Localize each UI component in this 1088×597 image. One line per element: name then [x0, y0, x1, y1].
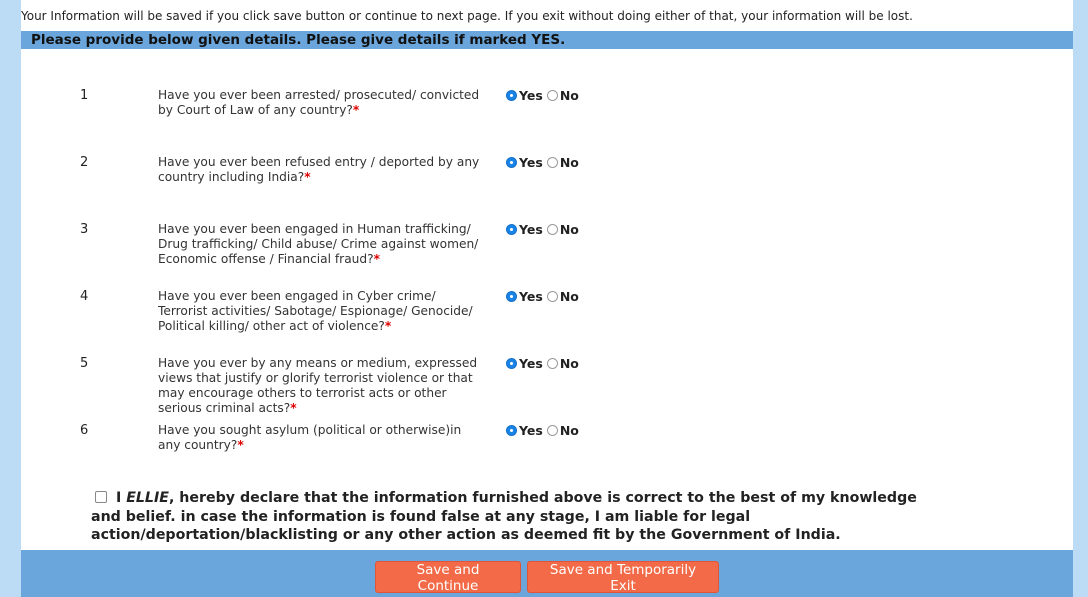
yes-radio[interactable] — [506, 157, 517, 168]
no-label[interactable]: No — [559, 423, 579, 438]
yes-label[interactable]: Yes — [519, 423, 543, 438]
save-and-exit-button[interactable]: Save and Temporarily Exit — [527, 561, 719, 593]
no-radio[interactable] — [547, 291, 558, 302]
question-text — [158, 88, 483, 118]
yes-no-options — [506, 289, 579, 304]
required-asterisk: * — [352, 103, 360, 117]
save-and-continue-button[interactable]: Save and Continue — [375, 561, 521, 593]
question-number: 1 — [80, 88, 89, 103]
yes-radio[interactable] — [506, 291, 517, 302]
yes-label[interactable]: Yes — [519, 289, 543, 304]
question-number: 5 — [80, 356, 89, 371]
question-number: 6 — [80, 423, 89, 438]
question-number: 3 — [80, 222, 89, 237]
question-text — [158, 155, 483, 185]
no-radio[interactable] — [547, 224, 558, 235]
yes-radio[interactable] — [506, 224, 517, 235]
required-asterisk: * — [237, 438, 244, 452]
yes-no-options — [506, 222, 579, 237]
section-header-bar — [21, 31, 1073, 49]
form-panel — [21, 0, 1073, 597]
no-label[interactable]: No — [559, 289, 579, 304]
yes-label[interactable]: Yes — [519, 155, 543, 170]
question-number: 2 — [80, 155, 89, 170]
question-label: Have you ever been engaged in Cyber crime/ Terrorist activities/ Sabotage/ Espionage/ Genocide/ Political killing/ other act of violence? — [158, 289, 473, 333]
no-radio[interactable] — [547, 157, 558, 168]
no-label[interactable]: No — [559, 88, 579, 103]
yes-label[interactable]: Yes — [519, 222, 543, 237]
yes-no-options — [506, 88, 579, 103]
required-asterisk: * — [304, 170, 311, 184]
question-text — [158, 289, 483, 334]
yes-no-options — [506, 356, 579, 371]
yes-radio[interactable] — [506, 358, 517, 369]
question-text — [158, 356, 483, 416]
save-notice: Your Information will be saved if you click save button or continue to next page. If you exit without doing either of that, your information will be lost. — [21, 9, 913, 23]
no-radio[interactable] — [547, 425, 558, 436]
question-text — [158, 222, 483, 267]
no-label[interactable]: No — [559, 356, 579, 371]
question-label: Have you ever by any means or medium, expressed views that justify or glorify terrorist violence or that may encourage others to terrorist acts or other serious criminal acts? — [158, 356, 478, 415]
yes-label[interactable]: Yes — [519, 88, 543, 103]
declaration — [91, 489, 931, 545]
question-number: 4 — [80, 289, 89, 304]
required-asterisk: * — [384, 319, 392, 333]
yes-radio[interactable] — [506, 90, 517, 101]
section-header-text: Please provide below given details. Please give details if marked YES. — [31, 32, 566, 48]
yes-radio[interactable] — [506, 425, 517, 436]
required-asterisk: * — [373, 252, 380, 266]
required-asterisk: * — [290, 401, 297, 415]
question-label: Have you ever been arrested/ prosecuted/ convicted by Court of Law of any country? — [158, 88, 480, 117]
yes-no-options — [506, 155, 579, 170]
no-radio[interactable] — [547, 358, 558, 369]
declaration-text: , hereby declare that the information furnished above is correct to the best of my knowledge and belief. in case the information is found false at any stage, I am liable for legal action/deportation/blacklisting or any other action as deemed fit by the Government of India. — [91, 490, 917, 543]
declaration-prefix: I — [115, 490, 122, 506]
question-label: Have you ever been refused entry / deported by any country including India? — [158, 155, 480, 184]
no-radio[interactable] — [547, 90, 558, 101]
yes-no-options — [506, 423, 579, 438]
yes-label[interactable]: Yes — [519, 356, 543, 371]
question-label: Have you ever been engaged in Human trafficking/ Drug trafficking/ Child abuse/ Crime against women/ Economic offense / Financial fraud? — [158, 222, 479, 266]
question-label: Have you sought asylum (political or otherwise)in any country? — [158, 423, 462, 452]
no-label[interactable]: No — [559, 222, 579, 237]
footer-bar — [21, 550, 1073, 597]
question-text — [158, 423, 483, 453]
no-label[interactable]: No — [559, 155, 579, 170]
declaration-checkbox[interactable] — [95, 491, 107, 503]
declaration-name: ELLIE — [126, 490, 169, 506]
